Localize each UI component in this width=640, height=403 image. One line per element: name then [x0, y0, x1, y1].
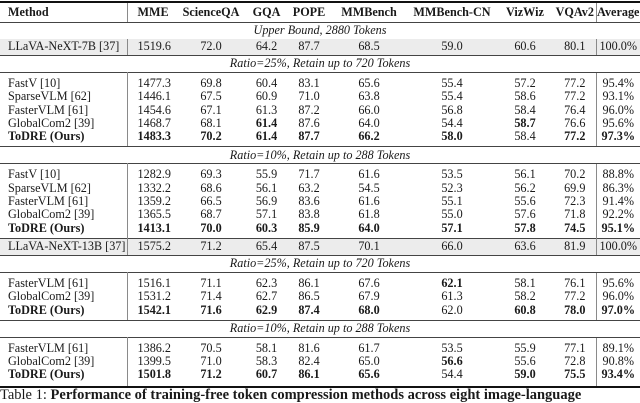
cell-scienceqa: 70.5: [177, 337, 245, 355]
method-name: FasterVLM [61]: [0, 272, 127, 290]
cell-mmbench-cn: 53.5: [408, 337, 496, 355]
cell-average: 97.0%: [596, 304, 640, 321]
cell-scienceqa: 68.1: [200, 115, 222, 130]
cell-scienceqa: 70.2: [177, 130, 245, 147]
cell-average: 92.2%: [596, 208, 640, 221]
cell-mmbench-cn: 58.0: [408, 130, 496, 147]
cell-vizwiz: 55.6: [514, 354, 536, 369]
cell-gqa: 62.3: [245, 272, 288, 290]
cell-mmbench-cn: 53.5: [408, 164, 496, 182]
cell-pope: 87.7: [288, 130, 330, 147]
cell-mme: 1359.2: [137, 194, 172, 209]
table-row: [0, 195, 640, 208]
cell-vizwiz: 60.8: [496, 304, 554, 321]
cell-mmbench: 54.5: [358, 180, 380, 195]
table-row: [0, 90, 640, 103]
cell-vqav2: 77.2: [564, 89, 586, 104]
cell-mmbench: 61.8: [358, 207, 380, 222]
cell-pope: 71.7: [288, 164, 330, 182]
cell-average: 93.1%: [596, 90, 640, 103]
cell-vizwiz: 58.1: [496, 272, 554, 290]
cell-mmbench-cn: 55.4: [441, 89, 463, 104]
cell-gqa: 62.9: [245, 304, 288, 321]
table-row: [0, 208, 640, 221]
cell-vqav2: 77.1: [554, 337, 596, 355]
cell-vizwiz: 56.2: [514, 180, 536, 195]
cell-vqav2: 69.9: [564, 180, 586, 195]
cell-vqav2: 71.8: [564, 207, 586, 222]
cell-gqa: 64.2: [245, 39, 288, 56]
cell-average: 95.6%: [596, 117, 640, 130]
cell-mme: 1454.6: [137, 102, 172, 117]
section-label-row: [0, 255, 640, 272]
method-name: FasterVLM [61]: [0, 337, 127, 355]
cell-scienceqa: 69.3: [177, 164, 245, 182]
cell-mme: 1519.6: [127, 39, 177, 56]
cell-vizwiz: 56.1: [496, 164, 554, 182]
cell-scienceqa: 72.0: [177, 39, 245, 56]
header-scienceqa: ScienceQA: [177, 2, 245, 23]
cell-vizwiz: 58.6: [514, 89, 536, 104]
cell-vizwiz: 57.2: [496, 73, 554, 91]
cell-mmbench: 65.0: [358, 354, 380, 369]
table-row: [0, 337, 640, 355]
method-name: SparseVLM [62]: [0, 90, 127, 103]
cell-mmbench: 65.6: [330, 73, 408, 91]
section-label: Ratio=10%, Retain up to 288 Tokens: [229, 147, 411, 162]
cell-average: 95.1%: [596, 222, 640, 239]
cell-gqa: 60.9: [255, 89, 278, 104]
cell-mme: 1413.1: [137, 220, 172, 235]
cell-vqav2: 72.8: [564, 354, 586, 369]
cell-gqa: 60.7: [245, 368, 288, 386]
method-name: GlobalCom2 [39]: [0, 290, 127, 303]
method-name: LLaVA-NeXT-7B [37]: [0, 39, 127, 56]
cell-vizwiz: 63.6: [496, 238, 554, 255]
header-vqav2: VQAv2: [554, 2, 596, 23]
cell-scienceqa: 71.0: [200, 354, 222, 369]
cell-scienceqa: 66.5: [200, 194, 222, 209]
cell-mmbench-cn: 54.4: [441, 115, 463, 130]
cell-gqa: 57.1: [255, 207, 278, 222]
cell-mmbench-cn: 55.0: [441, 207, 463, 222]
cell-vizwiz: 60.6: [496, 39, 554, 56]
cell-vqav2: 70.2: [554, 164, 596, 182]
table-row: [0, 73, 640, 91]
cell-scienceqa: 71.2: [177, 368, 245, 386]
method-name: FasterVLM [61]: [0, 104, 127, 117]
cell-pope: 87.2: [298, 102, 320, 117]
section-label: Upper Bound, 2880 Tokens: [253, 23, 387, 38]
cell-mmbench-cn: 62.1: [408, 272, 496, 290]
method-name: GlobalCom2 [39]: [0, 208, 127, 221]
cell-mmbench: 68.5: [330, 39, 408, 56]
table-row: [0, 164, 640, 182]
cell-scienceqa: 71.2: [177, 238, 245, 255]
cell-average: 90.8%: [596, 355, 640, 368]
cell-average: 89.1%: [596, 337, 640, 355]
header-row: [0, 2, 640, 23]
cell-pope: 87.7: [288, 39, 330, 56]
section-label-row: [0, 56, 640, 73]
cell-vqav2: 76.6: [564, 115, 586, 130]
table-row: [0, 104, 640, 117]
cell-average: 95.6%: [596, 272, 640, 290]
cell-mme: 1477.3: [127, 73, 177, 91]
cell-mme: 1399.5: [137, 354, 172, 369]
cell-scienceqa: 71.1: [177, 272, 245, 290]
cell-pope: 71.0: [298, 89, 320, 104]
section-label: Ratio=25%, Retain up to 720 Tokens: [229, 56, 411, 71]
cell-mme: 1516.1: [127, 272, 177, 290]
section-label-row: [0, 23, 640, 40]
cell-mme: 1332.2: [137, 180, 172, 195]
cell-mmbench: 64.0: [358, 115, 380, 130]
table-body: [0, 23, 640, 387]
table-row: [0, 182, 640, 195]
method-name: ToDRE (Ours): [0, 304, 127, 321]
cell-mmbench-cn: 55.1: [441, 194, 463, 209]
header-mme: MME: [127, 2, 177, 23]
cell-scienceqa: 68.6: [200, 180, 222, 195]
cell-scienceqa: 70.0: [200, 220, 222, 235]
cell-scienceqa: 71.6: [177, 304, 245, 321]
cell-mmbench-cn: 56.8: [441, 102, 463, 117]
cell-average: 96.0%: [596, 290, 640, 303]
method-name: ToDRE (Ours): [0, 368, 127, 386]
cell-vqav2: 77.2: [554, 73, 596, 91]
table-row: [0, 222, 640, 239]
method-name: SparseVLM [62]: [0, 182, 127, 195]
table-row: [0, 272, 640, 290]
cell-pope: 87.5: [288, 238, 330, 255]
cell-gqa: 56.9: [255, 194, 278, 209]
cell-mmbench-cn: 59.0: [408, 39, 496, 56]
cell-vqav2: 76.4: [564, 102, 586, 117]
method-name: ToDRE (Ours): [0, 130, 127, 147]
header-average: Average: [596, 2, 640, 23]
cell-average: 93.4%: [596, 368, 640, 386]
cell-vqav2: 77.2: [554, 130, 596, 147]
cell-mmbench: 68.0: [330, 304, 408, 321]
cell-mme: 1365.5: [137, 207, 172, 222]
cell-scienceqa: 71.4: [200, 289, 222, 304]
cell-vqav2: 81.9: [554, 238, 596, 255]
header-vizwiz: VizWiz: [496, 2, 554, 23]
cell-scienceqa: 68.7: [200, 207, 222, 222]
header-method: Method: [0, 2, 127, 23]
cell-gqa: 61.3: [255, 102, 278, 117]
table-row: [0, 355, 640, 368]
method-name: GlobalCom2 [39]: [0, 355, 127, 368]
cell-gqa: 60.4: [245, 73, 288, 91]
table-row: [0, 130, 640, 147]
cell-pope: 83.8: [298, 207, 320, 222]
cell-average: 100.0%: [596, 39, 640, 56]
cell-pope: 86.5: [298, 289, 320, 304]
results-table: [0, 1, 640, 388]
method-name: FastV [10]: [0, 164, 127, 182]
cell-mme: 1531.2: [137, 289, 172, 304]
cell-vizwiz: 57.6: [514, 207, 536, 222]
cell-vizwiz: 59.0: [496, 368, 554, 386]
cell-mmbench: 61.6: [330, 164, 408, 182]
table-row: [0, 117, 640, 130]
table-caption: [0, 387, 640, 403]
header-mmbench-cn: MMBench-CN: [408, 2, 496, 23]
cell-gqa: 55.9: [245, 164, 288, 182]
cell-vizwiz: 58.4: [496, 130, 554, 147]
cell-vqav2: 75.5: [554, 368, 596, 386]
cell-mme: 1282.9: [127, 164, 177, 182]
cell-pope: 87.6: [298, 115, 320, 130]
cell-pope: 81.6: [288, 337, 330, 355]
cell-mmbench: 67.6: [330, 272, 408, 290]
cell-mmbench: 66.2: [330, 130, 408, 147]
cell-mmbench: 64.0: [358, 220, 380, 235]
cell-pope: 83.1: [288, 73, 330, 91]
cell-pope: 86.1: [288, 368, 330, 386]
cell-vqav2: 78.0: [554, 304, 596, 321]
method-name: ToDRE (Ours): [0, 222, 127, 239]
cell-mmbench-cn: 57.1: [441, 220, 463, 235]
cell-gqa: 65.4: [245, 238, 288, 255]
baseline-row: [0, 238, 640, 255]
header-mmbench: MMBench: [330, 2, 408, 23]
cell-mme: 1386.2: [127, 337, 177, 355]
caption-text: Performance of training-free token compression methods across eight image-language: [50, 387, 582, 403]
cell-vizwiz: 55.9: [496, 337, 554, 355]
section-label-row: [0, 320, 640, 337]
cell-vqav2: 74.5: [564, 220, 586, 235]
method-name: FastV [10]: [0, 73, 127, 91]
method-name: FasterVLM [61]: [0, 195, 127, 208]
cell-vqav2: 77.2: [564, 289, 586, 304]
caption-label: Table 1:: [0, 387, 51, 403]
cell-mmbench: 61.7: [330, 337, 408, 355]
cell-mmbench-cn: 66.0: [408, 238, 496, 255]
cell-mmbench: 67.9: [358, 289, 380, 304]
cell-mmbench: 61.6: [358, 194, 380, 209]
header-pope: POPE: [288, 2, 330, 23]
cell-mme: 1468.7: [137, 115, 172, 130]
cell-mme: 1542.1: [127, 304, 177, 321]
baseline-row: [0, 39, 640, 56]
cell-pope: 63.2: [298, 180, 320, 195]
cell-mmbench: 66.0: [358, 102, 380, 117]
cell-mme: 1501.8: [127, 368, 177, 386]
cell-gqa: 61.4: [245, 130, 288, 147]
cell-scienceqa: 67.1: [200, 102, 222, 117]
table-row: [0, 368, 640, 386]
cell-mmbench: 63.8: [358, 89, 380, 104]
cell-scienceqa: 67.5: [200, 89, 222, 104]
cell-vqav2: 80.1: [554, 39, 596, 56]
cell-pope: 87.4: [288, 304, 330, 321]
cell-mmbench-cn: 54.4: [408, 368, 496, 386]
cell-average: 96.0%: [596, 104, 640, 117]
section-label: Ratio=10%, Retain up to 288 Tokens: [229, 321, 411, 336]
cell-average: 86.3%: [596, 182, 640, 195]
cell-pope: 85.9: [298, 220, 320, 235]
method-name: LLaVA-NeXT-13B [37]: [0, 238, 127, 255]
cell-mmbench-cn: 62.0: [408, 304, 496, 321]
cell-gqa: 58.1: [245, 337, 288, 355]
cell-average: 100.0%: [596, 238, 640, 255]
cell-pope: 82.4: [298, 354, 320, 369]
section-label-row: [0, 147, 640, 164]
cell-mme: 1483.3: [127, 130, 177, 147]
cell-average: 95.4%: [596, 73, 640, 91]
cell-average: 91.4%: [596, 195, 640, 208]
cell-mmbench-cn: 52.3: [441, 180, 463, 195]
cell-pope: 83.6: [298, 194, 320, 209]
cell-mme: 1446.1: [137, 89, 172, 104]
cell-scienceqa: 69.8: [177, 73, 245, 91]
section-label: Ratio=25%, Retain up to 720 Tokens: [229, 256, 411, 271]
header-gqa: GQA: [245, 2, 288, 23]
cell-mmbench-cn: 61.3: [441, 289, 463, 304]
cell-gqa: 56.1: [255, 180, 278, 195]
cell-gqa: 58.3: [255, 354, 278, 369]
cell-vizwiz: 58.4: [514, 102, 536, 117]
cell-vqav2: 76.1: [554, 272, 596, 290]
cell-mme: 1575.2: [127, 238, 177, 255]
table-row: [0, 290, 640, 303]
cell-average: 97.3%: [596, 130, 640, 147]
cell-vizwiz: 58.7: [514, 115, 536, 130]
table-row: [0, 304, 640, 321]
cell-gqa: 60.3: [255, 220, 278, 235]
cell-mmbench: 70.1: [330, 238, 408, 255]
method-name: GlobalCom2 [39]: [0, 117, 127, 130]
cell-vizwiz: 58.2: [514, 289, 536, 304]
cell-mmbench: 65.6: [330, 368, 408, 386]
cell-mmbench-cn: 55.4: [408, 73, 496, 91]
cell-vqav2: 72.3: [564, 194, 586, 209]
cell-pope: 86.1: [288, 272, 330, 290]
cell-vizwiz: 55.6: [514, 194, 536, 209]
cell-gqa: 61.4: [255, 115, 278, 130]
cell-gqa: 62.7: [255, 289, 278, 304]
cell-mmbench-cn: 56.6: [441, 354, 463, 369]
cell-vizwiz: 57.8: [514, 220, 536, 235]
cell-average: 88.8%: [596, 164, 640, 182]
